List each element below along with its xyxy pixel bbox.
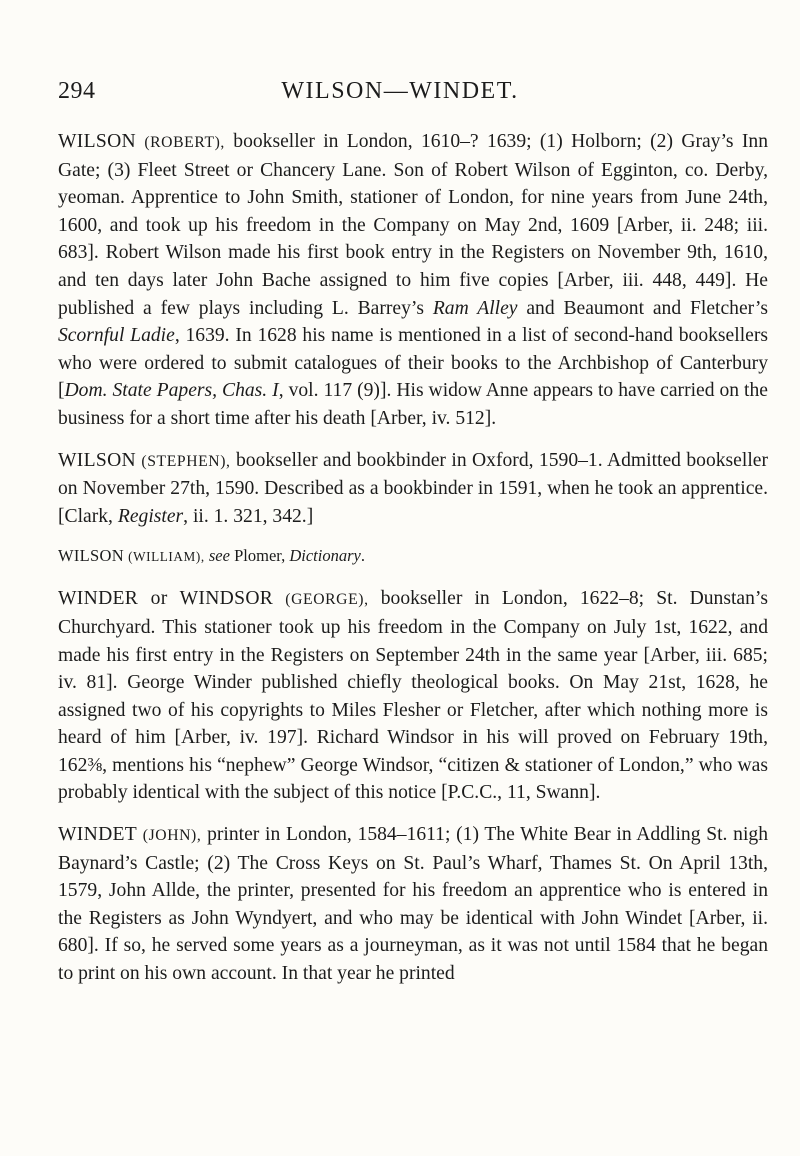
entry-headword: WINDET [58, 824, 138, 846]
entry-headword: WILSON [58, 546, 124, 566]
dictionary-entry [58, 447, 768, 531]
entry-forename: (STEPHEN), [141, 452, 231, 470]
entry-text: Plomer, [229, 546, 290, 566]
italic-text: Scornful Ladie [58, 325, 175, 347]
entry-forename: (ROBERT), [144, 134, 225, 151]
page-header [0, 78, 800, 118]
dictionary-entry [58, 128, 768, 433]
dictionary-entries [58, 128, 768, 1002]
page-number: 294 [58, 78, 96, 104]
dictionary-entry [58, 821, 768, 988]
entry-headword: WILSON [58, 131, 136, 152]
entry-forename: (WILLIAM), [128, 549, 205, 565]
entry-text: bookseller in London, 1610–? 1639; (1) Holborn; (2) Gray’s Inn Gate; (3) Fleet Street or Chancery Lane. Son of Robert Wilson of Egginton, co. Derby, yeoman. Apprentice to John Smith, stationer of London, for nine years from June 24th, 1600, and took up his freedom in the Company on May 2nd, 1609 [Arber, ii. 248; iii. 683]. Robert Wilson made his first book entry in the Registers on November 9th, 1610, and ten days later John Bache assigned to him five copies [Arber, iii. 448, 449]. He published a few plays including L. Barrey’s [58, 131, 768, 319]
italic-text: Dictionary [289, 546, 361, 566]
entry-headword: WINDER or WINDSOR [58, 588, 274, 610]
entry-text: printer in London, 1584–1611; (1) The White Bear in Addling St. nigh Baynard’s Castle; (2) The Cross Keys on St. Paul’s Wharf, Thames St. On April 13th, 1579, John Allde, the printer, presented for his freedom an apprentice who is entered in the Registers as John Wyndyert, and who may be identical with John Windet [Arber, ii. 680]. If so, he served some years as a journeyman, as it was not until 1584 that he began to print on his own account. In that year he printed [58, 824, 768, 985]
entry-text: , vol. 117 (9)]. His widow Anne appears to have carried on the business for a short time after his death [Arber, iv. 512]. [58, 380, 768, 429]
entry-text: and Beaumont and Fletcher’s [517, 297, 768, 319]
running-head: WILSON—WINDET. [281, 78, 519, 104]
entry-text: , 1639. In 1628 his name is mentioned in a list of second-hand booksellers who were ordered to submit catalogues of their books to the Archbishop of Canterbury [ [58, 325, 768, 402]
dictionary-entry [58, 585, 768, 807]
entry-text: bookseller in London, 1622–8; St. Dunstan’s Churchyard. This stationer took up his freedom in the Company on July 1st, 1622, and made his first entry in the Registers on September 24th in the same year [Arber, iii. 685; iv. 81]. George Winder published chiefly theological books. On May 21st, 1628, he assigned two of his copyrights to Miles Flesher or Fletcher, after which nothing more is heard of him [Arber, iv. 197]. Richard Windsor in his will proved on February 19th, 162⅜, mentions his “nephew” George Windsor, “citizen & stationer of London,” who was probably identical with the subject of this notice [P.C.C., 11, Swann]. [58, 588, 768, 804]
italic-text: Register [117, 505, 184, 527]
entry-headword: WILSON [58, 449, 136, 471]
entry-text: bookseller and bookbinder in Oxford, 1590–1. Admitted bookseller on November 27th, 1590. Described as a bookbinder in 1591, when he took an apprentice. [Clark, [58, 449, 768, 527]
entry-text: , ii. 1. 321, 342.] [183, 505, 314, 527]
dictionary-entry [58, 544, 768, 569]
entry-forename: (JOHN), [142, 827, 202, 845]
entry-text: . [360, 546, 365, 566]
italic-text: see [208, 546, 230, 566]
entry-forename: (GEORGE), [285, 591, 369, 609]
italic-text: Dom. State Papers, Chas. I [64, 380, 279, 402]
italic-text: Ram Alley [432, 297, 518, 319]
